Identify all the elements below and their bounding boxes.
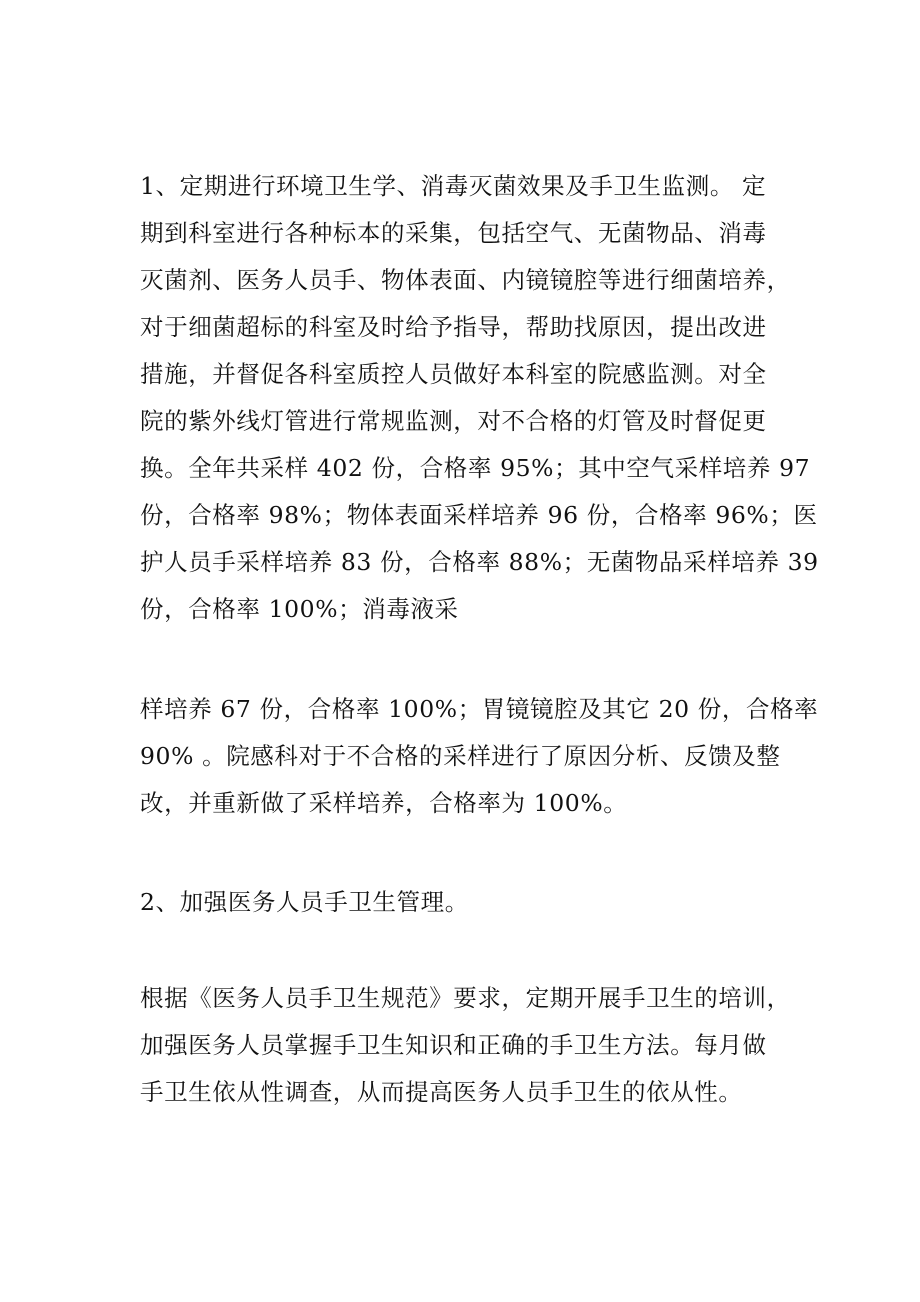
paragraph3-line-1: 根据《医务人员手卫生规范》要求，定期开展手卫生的培训， [140, 984, 791, 1012]
paragraph1-line-9: 护人员手采样培养 83 份，合格率 88%；无菌物品采样培养 39 [140, 548, 819, 576]
paragraph2-line-3: 改，并重新做了采样培养，合格率为 100%。 [140, 789, 628, 817]
paragraph1-line-5: 措施，并督促各科室质控人员做好本科室的院感监测。对全 [140, 360, 767, 388]
paragraph1-line-7: 换。全年共采样 402 份，合格率 95%；其中空气采样培养 97 [140, 454, 811, 482]
section-heading-2: 2、加强医务人员手卫生管理。 [140, 888, 469, 916]
paragraph1-line-2: 期到科室进行各种标本的采集，包括空气、无菌物品、消毒 [140, 219, 767, 247]
paragraph3-line-2: 加强医务人员掌握手卫生知识和正确的手卫生方法。每月做 [140, 1031, 767, 1059]
paragraph2-line-2: 90% 。院感科对于不合格的采样进行了原因分析、反馈及整 [140, 742, 781, 770]
paragraph1-line-6: 院的紫外线灯管进行常规监测，对不合格的灯管及时督促更 [140, 407, 767, 435]
paragraph1-line-8: 份，合格率 98%；物体表面采样培养 96 份，合格率 96%；医 [140, 501, 818, 529]
paragraph1-line-4: 对于细菌超标的科室及时给予指导，帮助找原因，提出改进 [140, 313, 767, 341]
paragraph1-line-10: 份，合格率 100%；消毒液采 [140, 595, 459, 623]
paragraph1-line-1: 1、定期进行环境卫生学、消毒灭菌效果及手卫生监测。 定 [140, 172, 767, 200]
paragraph3-line-3: 手卫生依从性调查，从而提高医务人员手卫生的依从性。 [140, 1078, 743, 1106]
paragraph2-line-1: 样培养 67 份，合格率 100%；胃镜镜腔及其它 20 份，合格率 [140, 695, 819, 723]
paragraph1-line-3: 灭菌剂、医务人员手、物体表面、内镜镜腔等进行细菌培养， [140, 266, 791, 294]
